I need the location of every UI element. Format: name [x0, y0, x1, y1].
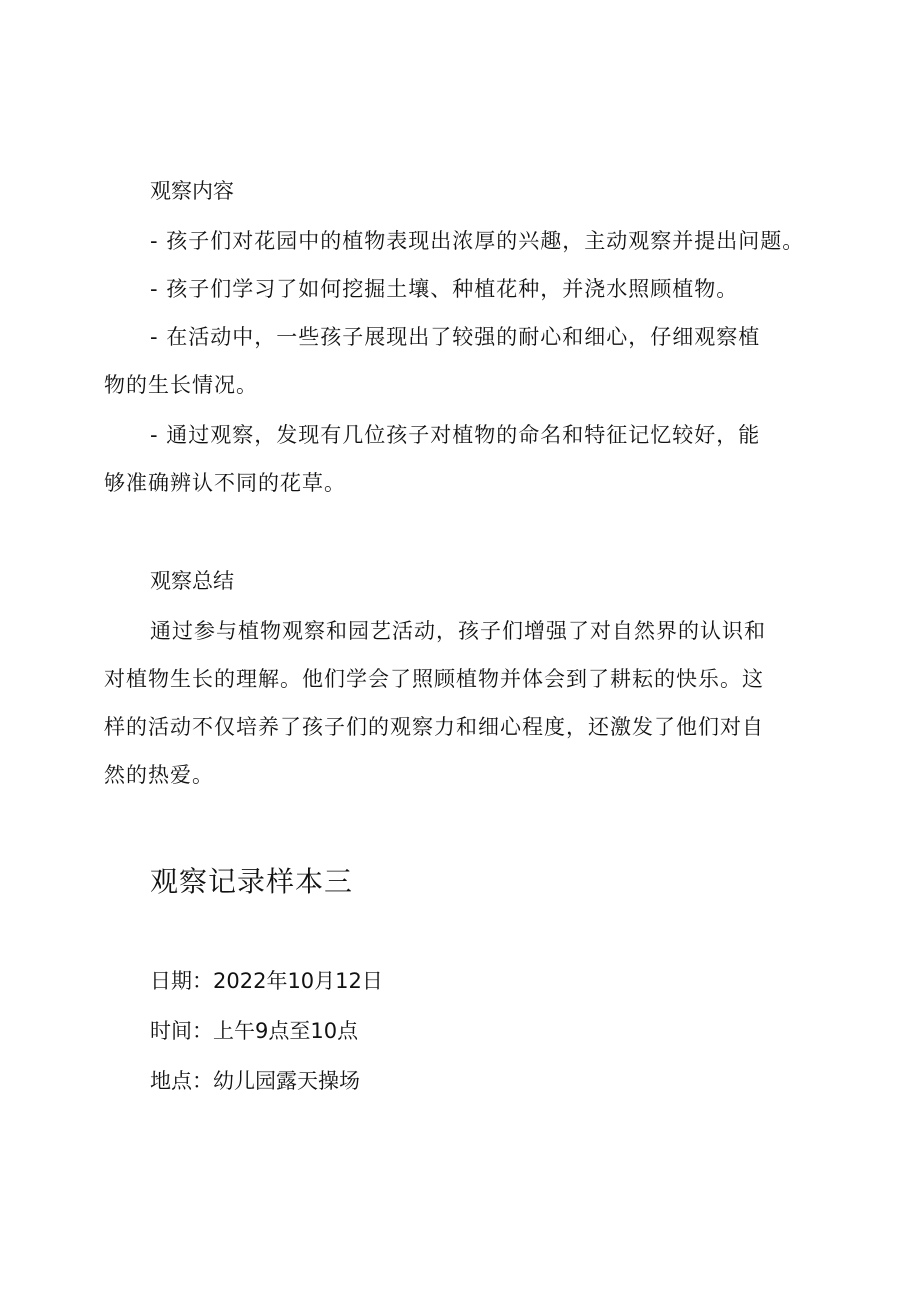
section-heading-observation-summary: 观察总结: [150, 569, 234, 593]
record-date: 日期：2022年10月12日: [150, 969, 383, 993]
summary-line-2: 对植物生长的理解。他们学会了照顾植物并体会到了耕耘的快乐。这: [104, 667, 764, 691]
section-heading-observation-content: 观察内容: [150, 179, 234, 203]
observation-item-4-line-1: - 通过观察，发现有几位孩子对植物的命名和特征记忆较好，能: [150, 423, 761, 447]
observation-item-2: - 孩子们学习了如何挖掘土壤、种植花种，并浇水照顾植物。: [150, 277, 739, 301]
summary-line-3: 样的活动不仅培养了孩子们的观察力和细心程度，还激发了他们对自: [104, 715, 764, 739]
observation-item-4-line-2: 够准确辨认不同的花草。: [104, 471, 346, 495]
record-place: 地点：幼儿园露天操场: [150, 1069, 360, 1093]
summary-line-1: 通过参与植物观察和园艺活动，孩子们增强了对自然界的认识和: [150, 619, 766, 643]
observation-item-3-line-1: - 在活动中，一些孩子展现出了较强的耐心和细心，仔细观察植: [150, 325, 761, 349]
record-title: 观察记录样本三: [150, 865, 354, 898]
observation-item-3-line-2: 物的生长情况。: [104, 373, 258, 397]
record-time: 时间：上午9点至10点: [150, 1019, 359, 1043]
observation-item-1: - 孩子们对花园中的植物表现出浓厚的兴趣，主动观察并提出问题。: [150, 229, 805, 253]
summary-line-4: 然的热爱。: [104, 763, 214, 787]
